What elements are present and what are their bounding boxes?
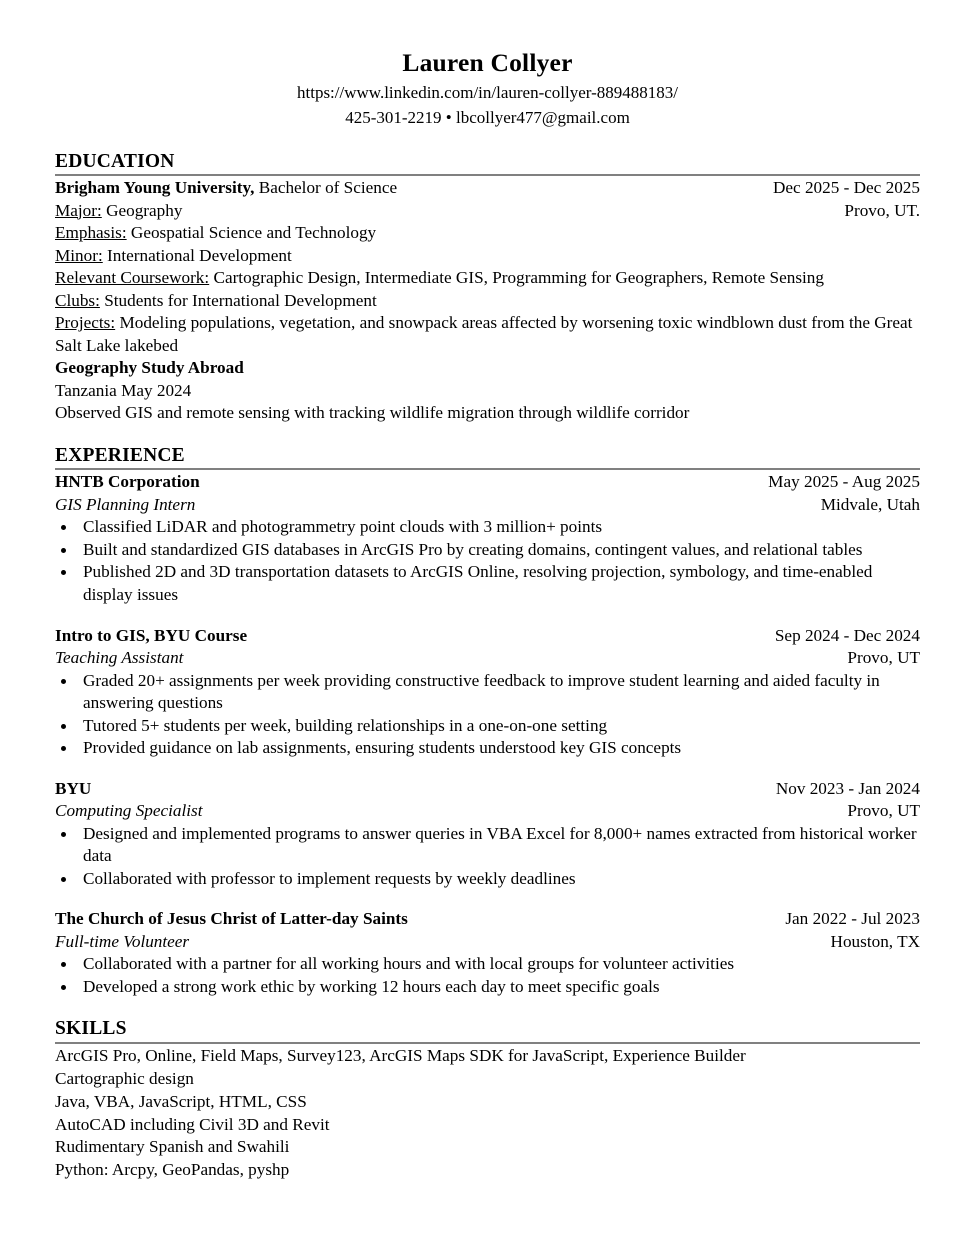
skill-line: AutoCAD including Civil 3D and Revit (55, 1114, 330, 1134)
skill-line: Java, VBA, JavaScript, HTML, CSS (55, 1091, 307, 1111)
bullet-item: Published 2D and 3D transportation datasets to ArcGIS Online, resolving projection, symbology, and time-enabled display issues (55, 561, 920, 606)
school-name-degree (55, 177, 397, 200)
entry-bullet-list (55, 953, 920, 998)
study-abroad-where-when: Tanzania May 2024 (55, 380, 192, 400)
skills-rule (55, 1042, 920, 1044)
entry-location: Houston, TX (830, 931, 920, 951)
entry-bullet-list (55, 516, 920, 606)
education-minor-row (55, 245, 920, 268)
entry-role-row (55, 647, 920, 670)
bullet-item: Provided guidance on lab assignments, ensuring students understood key GIS concepts (55, 737, 920, 760)
entry-location: Provo, UT (847, 801, 920, 821)
entry-role: Computing Specialist (55, 801, 203, 821)
projects-label: Projects: (55, 313, 116, 333)
coursework-value: Cartographic Design, Intermediate GIS, Programming for Geographers, Remote Sensing (209, 268, 824, 288)
skill-line: Cartographic design (55, 1068, 194, 1088)
education-heading: EDUCATION (55, 150, 175, 172)
skill-line: ArcGIS Pro, Online, Field Maps, Survey123, ArcGIS Maps SDK for JavaScript, Experience Builder (55, 1045, 746, 1065)
minor-label: Minor: (55, 245, 103, 265)
experience-entry (55, 778, 920, 891)
experience-heading: EXPERIENCE (55, 444, 185, 466)
major-line (55, 200, 182, 223)
entry-location: Midvale, Utah (820, 494, 920, 514)
bullet-item: Built and standardized GIS databases in ArcGIS Pro by creating domains, contingent values, and relational tables (55, 539, 920, 562)
emphasis-label: Emphasis: (55, 223, 127, 243)
experience-entry (55, 625, 920, 760)
entry-dates: May 2025 - Aug 2025 (768, 472, 920, 492)
education-major-row (55, 200, 920, 223)
bullet-item: Collaborated with a partner for all working hours and with local groups for volunteer activities (55, 953, 920, 976)
entry-org-row (55, 471, 920, 494)
bullet-item: Collaborated with professor to implement requests by weekly deadlines (55, 868, 920, 891)
entry-dates: Sep 2024 - Dec 2024 (774, 625, 920, 645)
skill-line: Rudimentary Spanish and Swahili (55, 1137, 290, 1157)
skills-section (55, 1018, 920, 1182)
school-location: Provo, UT. (844, 200, 920, 220)
experience-rule (55, 468, 920, 470)
resume-header (55, 48, 920, 131)
entry-role-row (55, 800, 920, 823)
study-abroad-title: Geography Study Abroad (55, 358, 244, 378)
candidate-name: Lauren Collyer (402, 48, 573, 77)
entry-role-row (55, 931, 920, 954)
education-rule (55, 174, 920, 176)
contact-line[interactable]: 425-301-2219 • lbcollyer477@gmail.com (345, 107, 630, 127)
projects-value: Modeling populations, vegetation, and snowpack areas affected by worsening toxic windblown dust from the Great Salt Lake lakebed (55, 313, 913, 355)
entry-role-row (55, 494, 920, 517)
education-coursework-row (55, 267, 920, 290)
skills-list (55, 1045, 920, 1182)
school-dates: Dec 2025 - Dec 2025 (772, 178, 920, 198)
study-abroad-description: Observed GIS and remote sensing with tracking wildlife migration through wildlife corridor (55, 403, 690, 423)
entry-organization: Intro to GIS, BYU Course (55, 625, 248, 645)
entry-role: Full-time Volunteer (55, 931, 190, 951)
entry-dates: Jan 2022 - Jul 2023 (785, 909, 920, 929)
entry-dates: Nov 2023 - Jan 2024 (775, 778, 920, 798)
bullet-item: Classified LiDAR and photogrammetry point clouds with 3 million+ points (55, 516, 920, 539)
entry-org-row (55, 908, 920, 931)
emphasis-value: Geospatial Science and Technology (126, 223, 377, 243)
experience-entry (55, 471, 920, 606)
entry-organization: BYU (55, 778, 92, 798)
bullet-item: Graded 20+ assignments per week providing constructive feedback to improve student learning and aided faculty in answering questions (55, 670, 920, 715)
major-value: Geography (101, 200, 183, 220)
clubs-value: Students for International Development (99, 290, 377, 310)
bullet-item: Developed a strong work ethic by working 12 hours each day to meet specific goals (55, 976, 920, 999)
entry-role: Teaching Assistant (55, 648, 184, 668)
coursework-label: Relevant Coursework: (55, 268, 210, 288)
entry-organization: HNTB Corporation (55, 472, 200, 492)
education-clubs-row (55, 290, 920, 313)
skills-heading: SKILLS (55, 1018, 127, 1040)
clubs-label: Clubs: (55, 290, 100, 310)
skill-line: Python: Arcpy, GeoPandas, pyshp (55, 1160, 290, 1180)
minor-value: International Development (102, 245, 292, 265)
entry-role: GIS Planning Intern (55, 494, 196, 514)
entry-org-row (55, 778, 920, 801)
experience-entry (55, 908, 920, 998)
entry-org-row (55, 625, 920, 648)
bullet-item: Tutored 5+ students per week, building relationships in a one-on-one setting (55, 715, 920, 738)
entry-organization: The Church of Jesus Christ of Latter-day Saints (55, 909, 408, 929)
education-section (55, 151, 920, 425)
entry-bullet-list (55, 670, 920, 760)
education-school-row (55, 177, 920, 200)
entry-location: Provo, UT (847, 648, 920, 668)
education-projects-row (55, 312, 920, 357)
school-name: Brigham Young University, (55, 178, 255, 198)
entry-bullet-list (55, 823, 920, 891)
education-emphasis-row (55, 222, 920, 245)
major-label: Major: (55, 200, 102, 220)
linkedin-url[interactable]: https://www.linkedin.com/in/lauren-collyer-889488183/ (297, 83, 678, 103)
bullet-item: Designed and implemented programs to answer queries in VBA Excel for 8,000+ names extracted from historical worker data (55, 823, 920, 868)
experience-section (55, 445, 920, 999)
school-degree: Bachelor of Science (254, 178, 398, 198)
